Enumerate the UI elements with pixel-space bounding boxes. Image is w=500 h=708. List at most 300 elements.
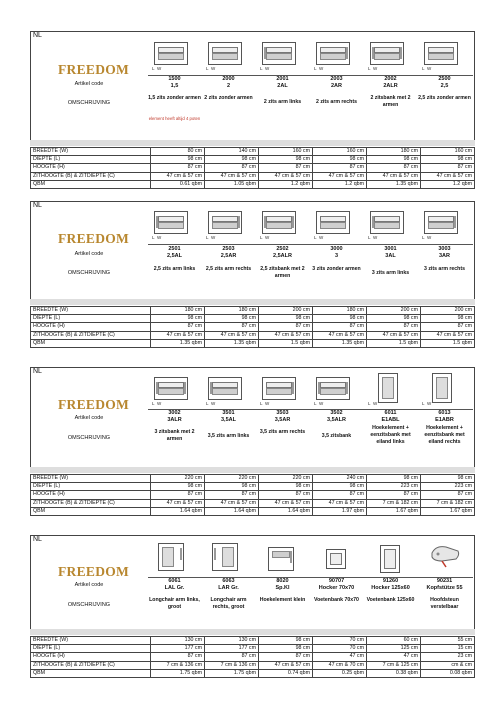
spec-value: 1.67 qbm <box>367 507 421 515</box>
sofa-2-seat-arm-left-icon <box>262 42 296 65</box>
spec-value: 1.35 qbm <box>205 339 259 347</box>
spec-value: 47 cm & 57 cm <box>259 331 313 339</box>
product-description: Hoekelement klein <box>259 597 306 603</box>
table-row <box>31 653 475 661</box>
spec-value: 220 cm <box>205 475 259 483</box>
product-block-2 <box>30 201 475 358</box>
description-label: OMSCHRIJVING <box>67 270 111 276</box>
spec-value: 47 cm & 57 cm <box>421 172 475 180</box>
spec-value: 47 cm & 57 cm <box>367 331 421 339</box>
sofa-3-seat-both-arms-icon <box>154 377 188 400</box>
dimension-marker: L W <box>422 235 432 240</box>
spec-value: 0.61 qbm <box>151 180 205 188</box>
language-label: NL <box>33 202 42 209</box>
spec-value: 98 cm <box>259 637 313 645</box>
dimension-marker: L W <box>314 66 324 71</box>
spec-value: 1.2 qbm <box>259 180 313 188</box>
spec-value: 0.74 qbm <box>259 669 313 677</box>
spec-value: 87 cm <box>205 653 259 661</box>
product-description: 1,5 zits zonder armen <box>148 95 201 101</box>
product-description: Voetenbank 125x60 <box>366 597 415 603</box>
spec-value: 87 cm <box>421 323 475 331</box>
spec-value: 1.05 qbm <box>205 180 259 188</box>
article-code-label: Artikel code <box>74 81 104 87</box>
dimension-marker: L W <box>314 235 324 240</box>
article-code-short: 2,5ALR <box>273 253 292 259</box>
spec-value: 87 cm <box>367 323 421 331</box>
spec-value: cm & cm <box>421 661 475 669</box>
spec-value: 47 cm & 70 cm <box>313 661 367 669</box>
article-code-short: LAR Gr. <box>218 585 239 591</box>
article-code-short: 2,5 <box>440 83 449 89</box>
spec-value: 223 cm <box>421 483 475 491</box>
description-label: OMSCHRIJVING <box>67 602 111 608</box>
product-description: 2 zits arm rechts <box>316 99 357 105</box>
spec-value: 60 cm <box>367 637 421 645</box>
spec-value: 160 cm <box>313 148 367 156</box>
article-code-short: 2 <box>226 83 231 89</box>
article-code-short: Sp.Kl <box>275 585 290 591</box>
divider <box>148 244 473 245</box>
table-row <box>31 637 475 645</box>
product-description: 2,5 zitsbank met 2 armen <box>260 266 305 279</box>
corner-element-right-icon <box>432 373 452 403</box>
product-description: Hoekelement + eenzitsbank met eiland rechts <box>424 425 465 445</box>
article-code-short: 2AL <box>277 83 288 89</box>
spec-value: 87 cm <box>367 491 421 499</box>
spec-label: QBM <box>31 180 151 188</box>
product-description: 2 zits arm links <box>263 99 302 105</box>
product-description: 2,5 zits arm rechts <box>205 266 252 272</box>
product-description: 3 zitsbank met 2 armen <box>154 429 195 442</box>
article-code: 8020 <box>276 578 289 584</box>
spec-label: DIEPTE (L) <box>31 645 151 653</box>
spec-label: QBM <box>31 339 151 347</box>
spec-label: BREEDTE (W) <box>31 307 151 315</box>
article-code: 2003 <box>330 76 343 82</box>
spec-value: 1.64 qbm <box>205 507 259 515</box>
product-description: Longchair arm links, groot <box>149 597 200 610</box>
product-description: 2 zitsbank met 2 armen <box>370 95 411 108</box>
spec-value: 47 cm & 57 cm <box>259 661 313 669</box>
article-code-short: 2ALR <box>383 83 398 89</box>
spec-label: HOOGTE (H) <box>31 323 151 331</box>
spec-value: 47 cm & 57 cm <box>151 499 205 507</box>
dimension-marker: L W <box>314 401 324 406</box>
article-code: 3002 <box>168 410 181 416</box>
article-code: 6061 <box>168 578 181 584</box>
article-code-short: 2,5AL <box>167 253 182 259</box>
spec-value: 47 cm & 57 cm <box>259 172 313 180</box>
product-description: Longchair arm rechts, groot <box>210 597 247 610</box>
article-code: 2502 <box>276 246 289 252</box>
article-code-short: Hocker 125x60 <box>371 585 410 591</box>
dimension-marker: L W <box>260 66 270 71</box>
product-description: 3,5 zits arm links <box>207 433 250 439</box>
article-code-label: Artikel code <box>74 251 104 257</box>
spec-value: 87 cm <box>259 323 313 331</box>
spec-value: 1.2 qbm <box>313 180 367 188</box>
footstool-70-icon <box>326 549 346 569</box>
spec-value: 87 cm <box>367 164 421 172</box>
dimension-marker: L W <box>260 235 270 240</box>
description-label: OMSCHRIJVING <box>67 100 111 106</box>
spec-value: 1.5 qbm <box>421 339 475 347</box>
spec-value: 180 cm <box>205 307 259 315</box>
article-code: 91260 <box>382 578 399 584</box>
spec-value: 98 cm <box>421 475 475 483</box>
spec-value: 47 cm & 57 cm <box>259 499 313 507</box>
article-code-short: LAL Gr. <box>164 585 185 591</box>
spec-value: 1.97 qbm <box>313 507 367 515</box>
spec-table <box>30 306 475 348</box>
brand-title: FREEDOM <box>58 62 130 77</box>
table-row <box>31 507 475 515</box>
article-code: 3001 <box>384 246 397 252</box>
spec-value: 98 cm <box>205 156 259 164</box>
article-code: 2503 <box>222 246 235 252</box>
brand-title: FREEDOM <box>58 397 130 412</box>
spec-value: 180 cm <box>367 148 421 156</box>
sofa-1-5-seat-icon <box>154 42 188 65</box>
spec-label: BREEDTE (W) <box>31 637 151 645</box>
spec-value: 70 cm <box>313 637 367 645</box>
language-label: NL <box>33 368 42 375</box>
spec-label: QBM <box>31 669 151 677</box>
sofa-2-5-seat-both-arms-icon <box>262 211 296 234</box>
spec-value: 47 cm & 57 cm <box>205 499 259 507</box>
dimension-marker: L W <box>152 235 162 240</box>
spec-value: 47 cm & 57 cm <box>367 172 421 180</box>
spec-value: 98 cm <box>205 315 259 323</box>
spec-value: 98 cm <box>259 156 313 164</box>
sofa-2-5-seat-icon <box>424 42 458 65</box>
spec-label: ZITHOOGTE (B) & ZITDIEPTE (C) <box>31 499 151 507</box>
spec-label: ZITHOOGTE (B) & ZITDIEPTE (C) <box>31 661 151 669</box>
product-description: 3,5 zits arm rechts <box>259 429 306 435</box>
sofa-3-seat-arm-left-icon <box>370 211 404 234</box>
article-code: 3503 <box>276 410 289 416</box>
article-code: 2001 <box>276 76 289 82</box>
product-block-1 <box>30 31 475 194</box>
longchair-left-icon <box>158 543 184 571</box>
spec-value: 98 cm <box>313 315 367 323</box>
spec-value: 47 cm & 57 cm <box>205 331 259 339</box>
spec-value: 47 cm <box>313 653 367 661</box>
sofa-3-5-seat-arm-right-icon <box>262 377 296 400</box>
spec-value: 98 cm <box>259 645 313 653</box>
dimension-marker: L W <box>422 401 432 406</box>
product-description: 2,5 zits zonder armen <box>418 95 471 101</box>
spec-value: 98 cm <box>421 156 475 164</box>
longchair-right-icon <box>212 543 238 571</box>
sofa-2-5-seat-arm-right-icon <box>208 211 242 234</box>
spec-value: 87 cm <box>259 491 313 499</box>
product-block-3 <box>30 367 475 527</box>
article-code: 1500 <box>168 76 181 82</box>
article-code-short: 1,5 <box>170 83 179 89</box>
spec-value: 87 cm <box>313 164 367 172</box>
spec-value: 47 cm & 57 cm <box>205 172 259 180</box>
spec-label: ZITHOOGTE (B) & ZITDIEPTE (C) <box>31 331 151 339</box>
spec-label: BREEDTE (W) <box>31 148 151 156</box>
spec-value: 98 cm <box>151 315 205 323</box>
spec-label: DIEPTE (L) <box>31 483 151 491</box>
spec-value: 70 cm <box>313 645 367 653</box>
table-row <box>31 164 475 172</box>
sofa-2-seat-both-arms-icon <box>370 42 404 65</box>
spec-value: 98 cm <box>151 483 205 491</box>
article-code: 3502 <box>330 410 343 416</box>
article-code: 6063 <box>222 578 235 584</box>
sofa-2-seat-icon <box>208 42 242 65</box>
dimension-marker: L W <box>206 66 216 71</box>
spec-value: 87 cm <box>259 653 313 661</box>
product-description: 3 zits arm links <box>371 270 410 276</box>
spec-value: 87 cm <box>421 491 475 499</box>
sofa-3-5-seat-both-arms-icon <box>316 377 350 400</box>
spec-value: 98 cm <box>367 156 421 164</box>
table-row <box>31 499 475 507</box>
article-code: 2500 <box>438 76 451 82</box>
spec-value: 177 cm <box>205 645 259 653</box>
spec-value: 47 cm & 57 cm <box>421 331 475 339</box>
article-code-short: Hocker 70x70 <box>318 585 355 591</box>
article-code: 90707 <box>328 578 345 584</box>
spec-value: 125 cm <box>367 645 421 653</box>
product-description: 3 zits zonder armen <box>312 266 361 272</box>
table-row <box>31 475 475 483</box>
spec-value: 87 cm <box>205 491 259 499</box>
table-row <box>31 172 475 180</box>
spec-value: 1.5 qbm <box>367 339 421 347</box>
spec-label: HOOGTE (H) <box>31 491 151 499</box>
dimension-marker: L W <box>206 401 216 406</box>
corner-element-small-icon <box>268 547 294 571</box>
table-row <box>31 180 475 188</box>
adjustable-headrest-icon <box>428 541 462 569</box>
article-code-short: 3 <box>334 253 339 259</box>
spec-value: 200 cm <box>367 307 421 315</box>
dimension-marker: L W <box>368 66 378 71</box>
spec-value: 47 cm & 57 cm <box>151 172 205 180</box>
description-label: OMSCHRIJVING <box>67 435 111 441</box>
table-row <box>31 331 475 339</box>
spec-value: 87 cm <box>313 323 367 331</box>
spec-value: 1.75 qbm <box>205 669 259 677</box>
spec-value: 23 cm <box>421 653 475 661</box>
spec-value: 7 cm & 125 cm <box>367 661 421 669</box>
spec-value: 47 cm & 57 cm <box>313 331 367 339</box>
language-label: NL <box>33 32 42 39</box>
article-code-short: 2AR <box>330 83 342 89</box>
sofa-2-seat-arm-right-icon <box>316 42 350 65</box>
spec-value: 55 cm <box>421 637 475 645</box>
spec-value: 220 cm <box>151 475 205 483</box>
table-row <box>31 491 475 499</box>
article-code: 2000 <box>222 76 235 82</box>
spec-value: 87 cm <box>151 653 205 661</box>
product-description: 2 zits zonder armen <box>204 95 253 101</box>
spec-label: HOOGTE (H) <box>31 653 151 661</box>
spec-value: 98 cm <box>259 315 313 323</box>
spec-value: 1.75 qbm <box>151 669 205 677</box>
product-description: Hoofdsteun verstelbaar <box>430 597 459 610</box>
brand-title: FREEDOM <box>58 564 130 579</box>
table-row <box>31 645 475 653</box>
product-description: Voetenbank 70x70 <box>314 597 359 603</box>
corner-element-left-icon <box>378 373 398 403</box>
spec-value: 87 cm <box>313 491 367 499</box>
article-code-short: 3AR <box>438 253 450 259</box>
spec-value: 200 cm <box>259 307 313 315</box>
spec-value: 47 cm & 57 cm <box>151 331 205 339</box>
spec-value: 130 cm <box>205 637 259 645</box>
article-code: 3000 <box>330 246 343 252</box>
spec-value: 98 cm <box>367 315 421 323</box>
spec-value: 1.64 qbm <box>259 507 313 515</box>
spec-value: 98 cm <box>421 315 475 323</box>
separator-bar <box>30 299 475 305</box>
dimension-marker: L W <box>422 66 432 71</box>
separator-bar <box>30 467 475 473</box>
spec-value: 47 cm & 57 cm <box>313 499 367 507</box>
spec-value: 220 cm <box>259 475 313 483</box>
spec-label: ZITHOOGTE (B) & ZITDIEPTE (C) <box>31 172 151 180</box>
article-code-short: Kopfstütze 55 <box>426 585 463 591</box>
table-row <box>31 669 475 677</box>
table-row <box>31 315 475 323</box>
spec-table <box>30 147 475 189</box>
dimension-marker: L W <box>260 401 270 406</box>
article-code-short: 2,5AR <box>220 253 237 259</box>
table-row <box>31 148 475 156</box>
spec-value: 0.25 qbm <box>313 669 367 677</box>
table-row <box>31 339 475 347</box>
article-code-short: 3,5ALR <box>327 417 346 423</box>
spec-value: 47 cm & 57 cm <box>313 172 367 180</box>
spec-value: 1.35 qbm <box>313 339 367 347</box>
spec-value: 130 cm <box>151 637 205 645</box>
dimension-marker: L W <box>152 401 162 406</box>
spec-value: 0.38 qbm <box>367 669 421 677</box>
dimension-marker: L W <box>368 235 378 240</box>
table-row <box>31 661 475 669</box>
product-description: Hoekelement + eenzitsbank met eiland links <box>370 425 411 445</box>
footstool-125-icon <box>380 545 400 573</box>
spec-value: 98 cm <box>367 475 421 483</box>
spec-value: 98 cm <box>313 483 367 491</box>
spec-value: 7 cm & 136 cm <box>151 661 205 669</box>
spec-value: 177 cm <box>151 645 205 653</box>
spec-table <box>30 636 475 678</box>
spec-value: 200 cm <box>421 307 475 315</box>
spec-value: 87 cm <box>151 491 205 499</box>
article-code: 3003 <box>438 246 451 252</box>
article-code: 3501 <box>222 410 235 416</box>
sofa-3-seat-arm-right-icon <box>424 211 458 234</box>
spec-table <box>30 474 475 516</box>
spec-value: 180 cm <box>313 307 367 315</box>
spec-value: 98 cm <box>313 156 367 164</box>
spec-value: 1.5 qbm <box>259 339 313 347</box>
spec-value: 160 cm <box>421 148 475 156</box>
table-row <box>31 307 475 315</box>
article-code: 6013 <box>438 410 451 416</box>
article-code-label: Artikel code <box>74 582 104 588</box>
language-label: NL <box>33 536 42 543</box>
spec-value: 1.35 qbm <box>151 339 205 347</box>
spec-value: 98 cm <box>151 156 205 164</box>
product-description: 3 zits arm rechts <box>424 266 465 272</box>
sofa-3-5-seat-arm-left-icon <box>208 377 242 400</box>
dimension-marker: L W <box>368 401 378 406</box>
spec-value: 7 cm & 182 cm <box>421 499 475 507</box>
spec-value: 47 cm <box>367 653 421 661</box>
spec-value: 98 cm <box>205 483 259 491</box>
spec-value: 87 cm <box>151 164 205 172</box>
spec-value: 1.35 qbm <box>367 180 421 188</box>
spec-label: QBM <box>31 507 151 515</box>
spec-label: DIEPTE (L) <box>31 315 151 323</box>
spec-value: 180 cm <box>151 307 205 315</box>
spec-value: 15 cm <box>421 645 475 653</box>
spec-value: 87 cm <box>259 164 313 172</box>
separator-bar <box>30 629 475 635</box>
article-code: 2002 <box>384 76 397 82</box>
spec-value: 240 cm <box>313 475 367 483</box>
spec-value: 7 cm & 182 cm <box>367 499 421 507</box>
spec-value: 87 cm <box>421 164 475 172</box>
product-description: 3,5 zitsbank <box>321 433 352 439</box>
spec-value: 87 cm <box>151 323 205 331</box>
spec-value: 87 cm <box>205 323 259 331</box>
brand-title: FREEDOM <box>58 231 130 246</box>
article-code-short: 3AL <box>385 253 396 259</box>
spec-value: 7 cm & 136 cm <box>205 661 259 669</box>
product-description: 2,5 zits arm links <box>153 266 196 272</box>
sofa-3-seat-icon <box>316 211 350 234</box>
article-code-short: E1ABR <box>435 417 454 423</box>
spec-value: 0.08 qbm <box>421 669 475 677</box>
spec-value: 1.2 qbm <box>421 180 475 188</box>
article-code-short: 3,5AR <box>274 417 291 423</box>
article-code-short: E1ABL <box>381 417 400 423</box>
dimension-marker: L W <box>152 66 162 71</box>
spec-value: 140 cm <box>205 148 259 156</box>
article-code-short: 3,5AL <box>221 417 236 423</box>
article-code: 6011 <box>384 410 397 416</box>
article-code: 90231 <box>436 578 453 584</box>
product-block-4 <box>30 535 475 695</box>
article-code: 2501 <box>168 246 181 252</box>
spec-value: 223 cm <box>367 483 421 491</box>
dimension-marker: L W <box>206 235 216 240</box>
product-note: element heeft altijd 4 poten <box>148 116 201 121</box>
spec-value: 1.67 qbm <box>421 507 475 515</box>
sofa-2-5-seat-arm-left-icon <box>154 211 188 234</box>
spec-value: 87 cm <box>205 164 259 172</box>
spec-value: 80 cm <box>151 148 205 156</box>
separator-bar <box>30 140 475 146</box>
spec-label: HOOGTE (H) <box>31 164 151 172</box>
table-row <box>31 483 475 491</box>
spec-value: 160 cm <box>259 148 313 156</box>
table-row <box>31 323 475 331</box>
article-code-label: Artikel code <box>74 415 104 421</box>
table-row <box>31 156 475 164</box>
spec-label: BREEDTE (W) <box>31 475 151 483</box>
